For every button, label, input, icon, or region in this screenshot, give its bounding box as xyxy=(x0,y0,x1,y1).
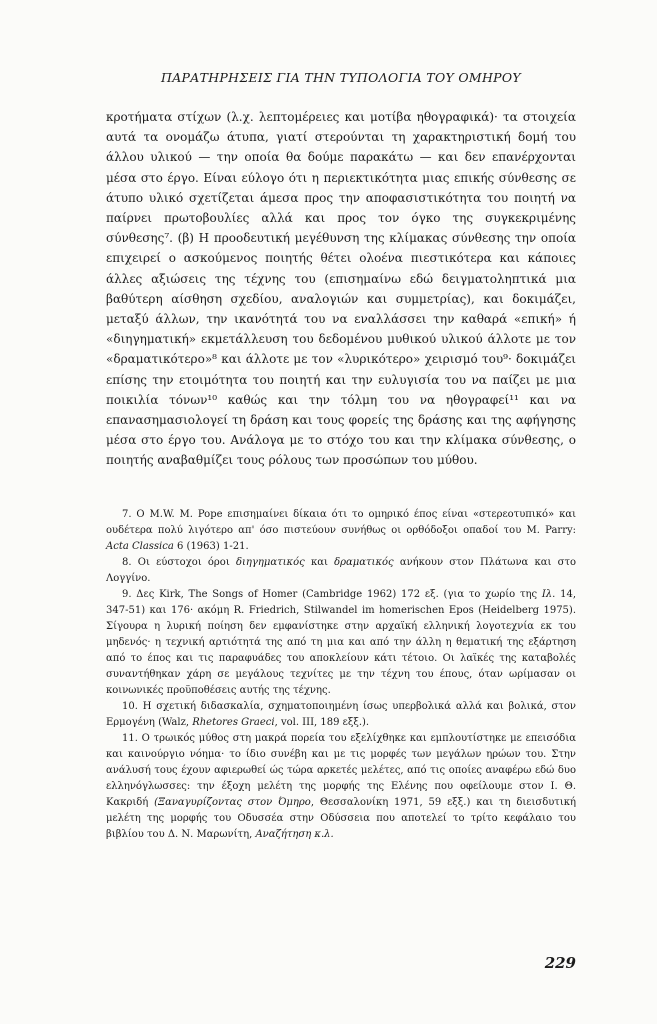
footnote-7: 7. Ο M.W. M. Pope επισημαίνει δίκαια ότι το ομηρικό έπος είναι «στερεοτυπικό» και ουδέτερα πολύ λιγότερο απ' όσο πιστεύουν συνήθως οι ορθόδοξοι οπαδοί του M. Parry: Acta Classica 6 (1963) 1-21. xyxy=(106,508,576,552)
page-number: 229 xyxy=(544,954,576,972)
footnote-11: 11. Ο τρωικός μύθος στη μακρά πορεία του εξελίχθηκε και εμπλουτίστηκε με επεισόδια και καινούργιο νόημα· το ίδιο συνέβη και με τις μορφές των μεγάλων ηρώων του. Στην ανάλυσή τους έχουν αφιερωθεί ώς τώρα αρκετές μελέτες, από τις οποίες αναφέρω εδώ δυο ελληνόγλωσσες: την έξοχη μελέτη της μορφής της Ελένης που οφείλουμε στον Ι. Θ. Κακριδή (Ξαναγυρίζοντας στον Όμηρο, Θεσσαλονίκη 1971, 59 εξξ.) και τη διεισδυτική μελέτη της μορφής του Οδυσσέα στην Οδύσσεια που αποτελεί το τρίτο κεφάλαιο του βιβλίου του Δ. Ν. Μαρωνίτη, Αναζήτηση κ.λ. xyxy=(106,732,577,840)
book-page xyxy=(106,70,577,972)
footnote-10: 10. Η σχετική διδασκαλία, σχηματοποιημένη ίσως υπερβολικά αλλά και βολικά, στον Ερμογένη (Walz, Rhetores Graeci, vol. III, 189 εξξ.). xyxy=(106,700,576,728)
footnote-9: 9. Δες Kirk, The Songs of Homer (Cambridge 1962) 172 εξ. (για το χωρίο της Ιλ. 14, 347-51) και 176· ακόμη R. Friedrich, Stilwandel im homerischen Epos (Heidelberg 1975). Σίγουρα η λυρική ποίηση δεν εμφανίστηκε στην αρχαϊκή ελληνική λογοτεχνία εκ του μηδενός· η τεχνική αρτιότητά της από τη μια και από την άλλη η θεματική της εξάρτηση από το έπος και τις παραφυάδες του αποκλείουν κάτι τέτοιο. Οι λαϊκές της καταβολές συναντήθηκαν χάρη σε μεγάλους τεχνίτες με την τέχνη του έπους, όταν ωρίμασαν οι κοινωνικές προϋποθέσεις αυτής της τέχνης. xyxy=(106,588,576,696)
body-paragraph: κροτήματα στίχων (λ.χ. λεπτομέρειες και μοτίβα ηθογραφικά)· τα στοιχεία αυτά τα ονομάζω άτυπα, γιατί στερούνται τη χαρακτηριστική δομή του άλλου υλικού — την οποία θα δούμε παρακάτω — και δεν επανέρχονται μέσα στο έργο. Είναι εύλογο ότι η περιεκτικότητα μιας επικής σύνθεσης σε άτυπο υλικό σχετίζεται άμεσα προς την αποφασιστικότητα του ποιητή να παίρνει πρωτοβουλίες αλλά και προς τον όγκο της συγκεκριμένης σύνθεσης⁷. (β) Η προοδευτική μεγέθυνση της κλίμακας σύνθεσης την οποία επιχειρεί ο ασκούμενος ποιητής θέτει ολοένα πιεστικότερα και κάποιες άλλες αξιώσεις της τέχνης του (επισημαίνω εδώ δειγματοληπτικά μια βαθύτερη αίσθηση σχεδίου, αναλογιών και συμμετρίας), και δοκιμάζει, μεταξύ άλλων, την ικανότητά του να εναλλάσσει την καθαρά «επική» ή «διηγηματική» εκμετάλλευση του δεδομένου μυθικού υλικού άλλοτε με τον «δραματικότερο»⁸ και άλλοτε με τον «λυρικότερο» χειρισμό του⁹· δοκιμάζει επίσης την ετοιμότητα του ποιητή και την ευλυγισία του να παίζει με μια ποικιλία τόνων¹⁰ καθώς και την τόλμη του να ηθογραφεί¹¹ και να επανασημασιολογεί τη δράση και τους φορείς της δράσης και της αφήγησης μέσα στο έργο του. Ανάλογα με το στόχο του και την κλίμακα σύνθεσης, ο ποιητής αναβαθμίζει τους ρόλους των προσώπων του μύθου. xyxy=(106,110,576,468)
footnote-8: 8. Οι εύστοχοι όροι διηγηματικός και δραματικός ανήκουν στον Πλάτωνα και στο Λογγίνο. xyxy=(106,556,576,584)
running-head: ΠΑΡΑΤΗΡΗΣΕΙΣ ΓΙΑ ΤΗΝ ΤΥΠΟΛΟΓΙΑ ΤΟΥ ΟΜΗΡΟΥ xyxy=(161,70,521,85)
footnotes xyxy=(106,507,576,843)
